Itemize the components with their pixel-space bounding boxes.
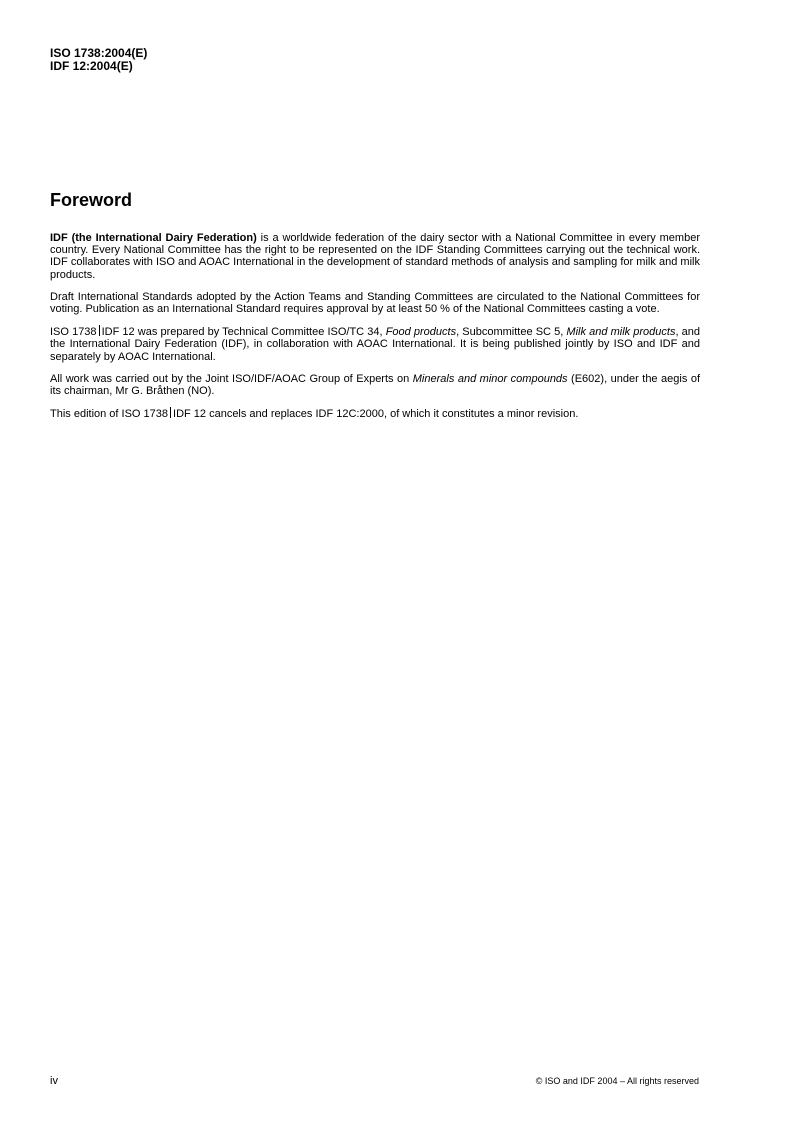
paragraph-work-carried-out-italic: Minerals and minor compounds xyxy=(412,372,568,385)
page-number: iv xyxy=(50,1075,58,1087)
paragraph-idf-text: is a worldwide federation of the dairy sector with a National Committee in every member country. Every National Committee has the right to be represented on the IDF Standing Committees carrying out the technical work. IDF collaborates with ISO and AOAC International in the development of standard methods of analysis and sampling for milk and milk products. xyxy=(50,232,700,281)
paragraph-work-carried-out-a: All work was carried out by the Joint ISO/IDF/AOAC Group of Experts on xyxy=(50,372,413,385)
paragraph-prepared-by-italic-2: Milk and milk products xyxy=(566,326,676,339)
paragraph-edition xyxy=(50,407,700,420)
paragraph-prepared-by-b: IDF 12 was prepared by Technical Committee ISO/TC 34, xyxy=(101,326,386,339)
paragraph-work-carried-out xyxy=(50,373,700,397)
paragraph-prepared-by-a: ISO 1738 xyxy=(50,326,97,339)
header-iso-number: ISO 1738:2004(E) xyxy=(50,46,148,60)
paragraph-idf xyxy=(50,232,700,281)
paragraph-prepared-by-d: , and the International Dairy Federation (IDF), in collaboration with AOAC International. It is being published jointly by ISO and IDF and separately by AOAC International. xyxy=(50,326,700,363)
paragraph-edition-a: This edition of ISO 1738 xyxy=(50,408,169,421)
paragraph-idf-bold: IDF (the International Dairy Federation) xyxy=(50,232,257,244)
copyright-notice: © ISO and IDF 2004 – All rights reserved xyxy=(535,1076,699,1086)
paragraph-draft-standards-text: Draft International Standards adopted by the Action Teams and Standing Committees are circulated to the National Committees for voting. Publication as an International Standard requires approval by at least 50 % of the National Committees casting a vote. xyxy=(50,290,700,316)
paragraph-draft-standards xyxy=(50,291,700,315)
paragraph-prepared-by-italic-1: Food products xyxy=(385,326,457,339)
paragraph-prepared-by-c: , Subcommittee SC 5, xyxy=(456,326,567,339)
page-title: Foreword xyxy=(50,190,133,210)
foreword-body xyxy=(50,232,700,430)
paragraph-prepared-by xyxy=(50,325,700,363)
paragraph-edition-b: IDF 12 cancels and replaces IDF 12C:2000, of which it constitutes a minor revision. xyxy=(173,408,579,421)
header-idf-number: IDF 12:2004(E) xyxy=(50,59,133,73)
separator-bar xyxy=(170,407,171,418)
document-header xyxy=(50,47,147,73)
paragraph-work-carried-out-b: (E602), under the aegis of its chairman, Mr G. Bråthen (NO). xyxy=(50,372,701,398)
separator-bar xyxy=(99,325,100,336)
